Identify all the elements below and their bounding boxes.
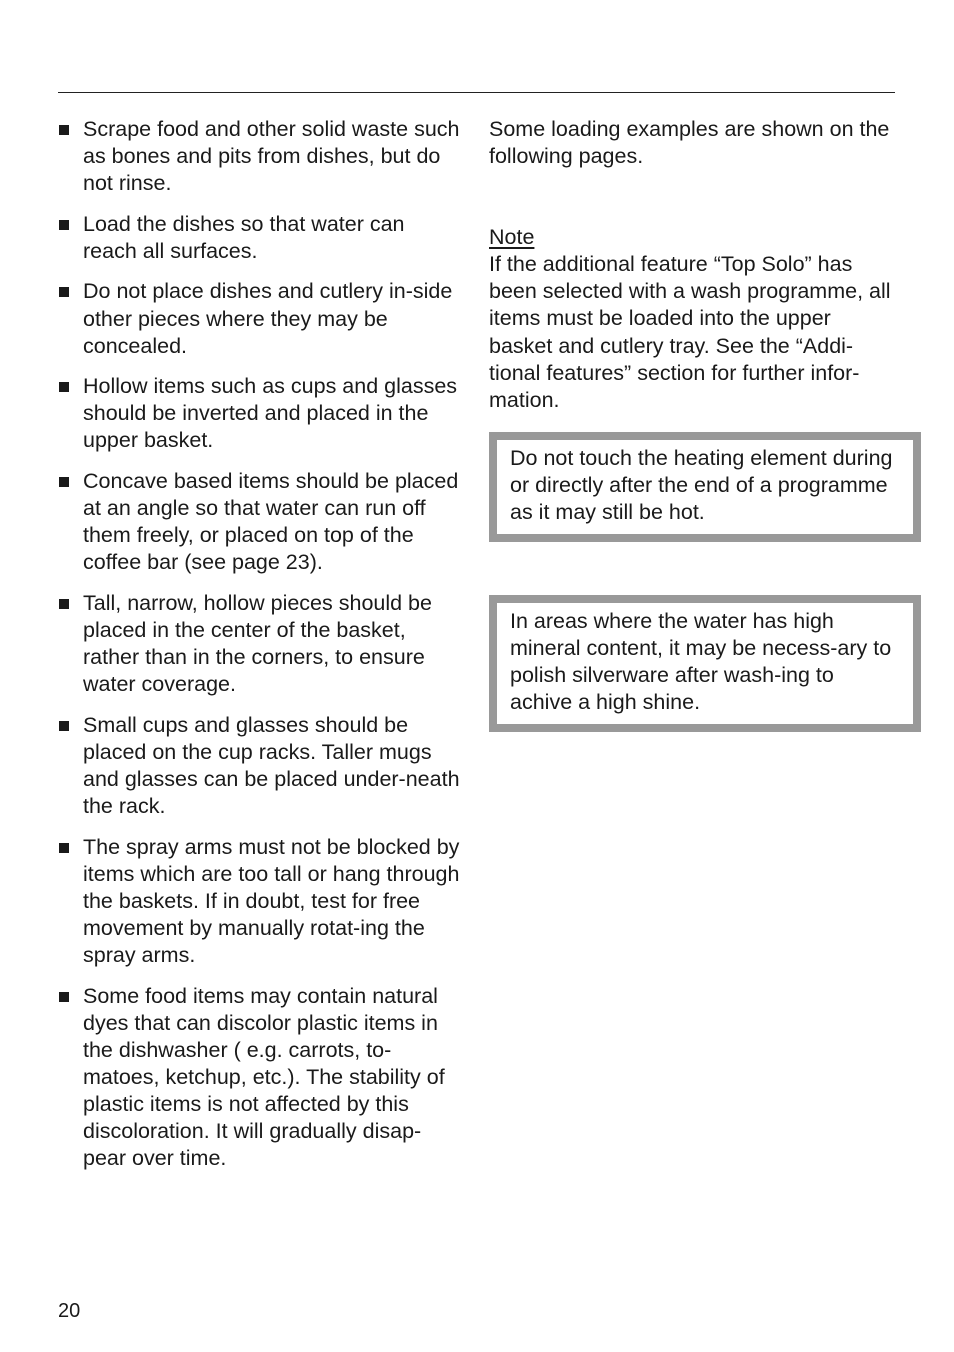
list-item (58, 211, 463, 265)
square-bullet-icon (59, 992, 69, 1002)
list-item (58, 590, 463, 698)
loading-examples-intro: Some loading examples are shown on the following pages. (489, 117, 890, 169)
left-column (58, 116, 463, 1186)
list-item (58, 468, 463, 576)
list-item-text: Scrape food and other solid waste such as bones and pits from dishes, but do not rinse. (83, 117, 460, 196)
list-item (58, 116, 463, 197)
note-heading: Note (489, 225, 535, 250)
square-bullet-icon (59, 382, 69, 392)
note-section (489, 224, 895, 414)
heating-element-warning-box (489, 432, 921, 542)
list-item-text: Do not place dishes and cutlery in-side other pieces where they may be concealed. (83, 279, 453, 358)
square-bullet-icon (59, 843, 69, 853)
warning-silverware-text: In areas where the water has high mineral content, it may be necess-ary to polish silverware after wash-ing to achive a high shine. (510, 609, 892, 715)
square-bullet-icon (59, 599, 69, 609)
list-item-text: The spray arms must not be blocked by items which are too tall or hang through the baskets. If in doubt, test for free movement by manually rotat-ing the spray arms. (83, 834, 460, 968)
list-item-text: Load the dishes so that water can reach all surfaces. (83, 211, 405, 263)
list-item (58, 983, 463, 1173)
square-bullet-icon (59, 220, 69, 230)
warning-heating-text: Do not touch the heating element during or directly after the end of a programme as it may still be hot. (510, 446, 893, 525)
right-column (489, 116, 895, 414)
loading-tips-list (58, 116, 463, 1172)
square-bullet-icon (59, 477, 69, 487)
list-item-text: Concave based items should be placed at an angle so that water can run off them freely, or placed on top of the coffee bar (see page 23). (83, 469, 459, 575)
page-number: 20 (58, 1300, 81, 1322)
square-bullet-icon (59, 721, 69, 731)
header-rule (58, 92, 895, 93)
square-bullet-icon (59, 287, 69, 297)
list-item (58, 712, 463, 820)
list-item-text: Hollow items such as cups and glasses should be inverted and placed in the upper basket. (83, 374, 458, 453)
list-item-text: Small cups and glasses should be placed on the cup racks. Taller mugs and glasses can be placed under-neath the rack. (83, 712, 460, 819)
note-text: If the additional feature “Top Solo” has been selected with a wash programme, all items must be loaded into the upper basket and cutlery tray. See the “Addi-tional features” section for further infor-mation. (489, 252, 891, 412)
list-item (58, 834, 463, 969)
list-item (58, 373, 463, 454)
list-item-text: Tall, narrow, hollow pieces should be placed in the center of the basket, rather than in the corners, to ensure water coverage. (83, 590, 432, 697)
list-item (58, 278, 463, 359)
list-item-text: Some food items may contain natural dyes that can discolor plastic items in the dishwasher ( e.g. carrots, to-matoes, ketchup, etc.). The stability of plastic items is not affected by this discoloration. It will gradually disap-pear over time. (83, 983, 445, 1171)
square-bullet-icon (59, 125, 69, 135)
silverware-tip-box (489, 595, 921, 732)
